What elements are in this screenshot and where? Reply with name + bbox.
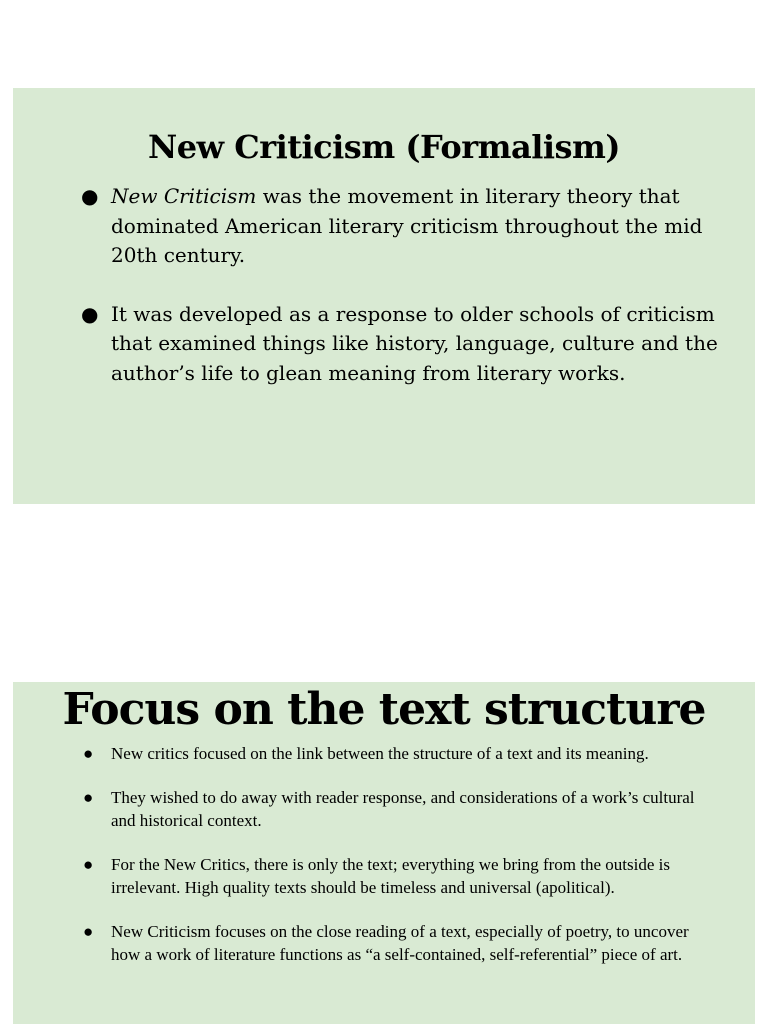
bullet-icon: ●	[81, 184, 99, 208]
bullet-icon: ●	[83, 855, 94, 874]
slide-text-structure	[13, 682, 755, 1024]
bullet-icon: ●	[83, 744, 94, 763]
bullet-list	[79, 182, 719, 417]
bullet-icon: ●	[83, 922, 94, 941]
list-item	[83, 742, 701, 765]
slide-title: New Criticism (Formalism)	[147, 128, 621, 166]
list-item	[83, 853, 701, 899]
list-item-text: New critics focused on the link between the structure of a text and its meaning.	[111, 744, 649, 763]
slide-new-criticism	[13, 88, 755, 504]
list-item-text: For the New Critics, there is only the text; everything we bring from the outside is irrelevant. High quality texts should be timeless and universal (apolitical).	[111, 855, 670, 897]
list-item-text: It was developed as a response to older schools of criticism that examined things like history, language, culture and the author’s life to glean meaning from literary works.	[111, 301, 718, 385]
list-item	[81, 300, 719, 389]
bullet-icon: ●	[81, 301, 99, 326]
slide-title: Focus on the text structure	[62, 684, 706, 735]
italic-term: New Criticism	[111, 184, 257, 208]
list-item	[83, 786, 701, 832]
list-item-text: was the movement in literary theory that dominated American literary criticism throughout the mid 20th century.	[111, 184, 703, 267]
list-item-text: New Criticism focuses on the close reading of a text, especially of poetry, to uncover how a work of literature functions as “a self-contained, self-referential” piece of art.	[111, 922, 689, 964]
bullet-list	[81, 742, 701, 987]
list-item	[83, 920, 701, 966]
list-item	[81, 182, 719, 271]
bullet-icon: ●	[83, 788, 94, 807]
list-item-text: They wished to do away with reader response, and considerations of a work’s cultural and historical context.	[111, 788, 695, 830]
